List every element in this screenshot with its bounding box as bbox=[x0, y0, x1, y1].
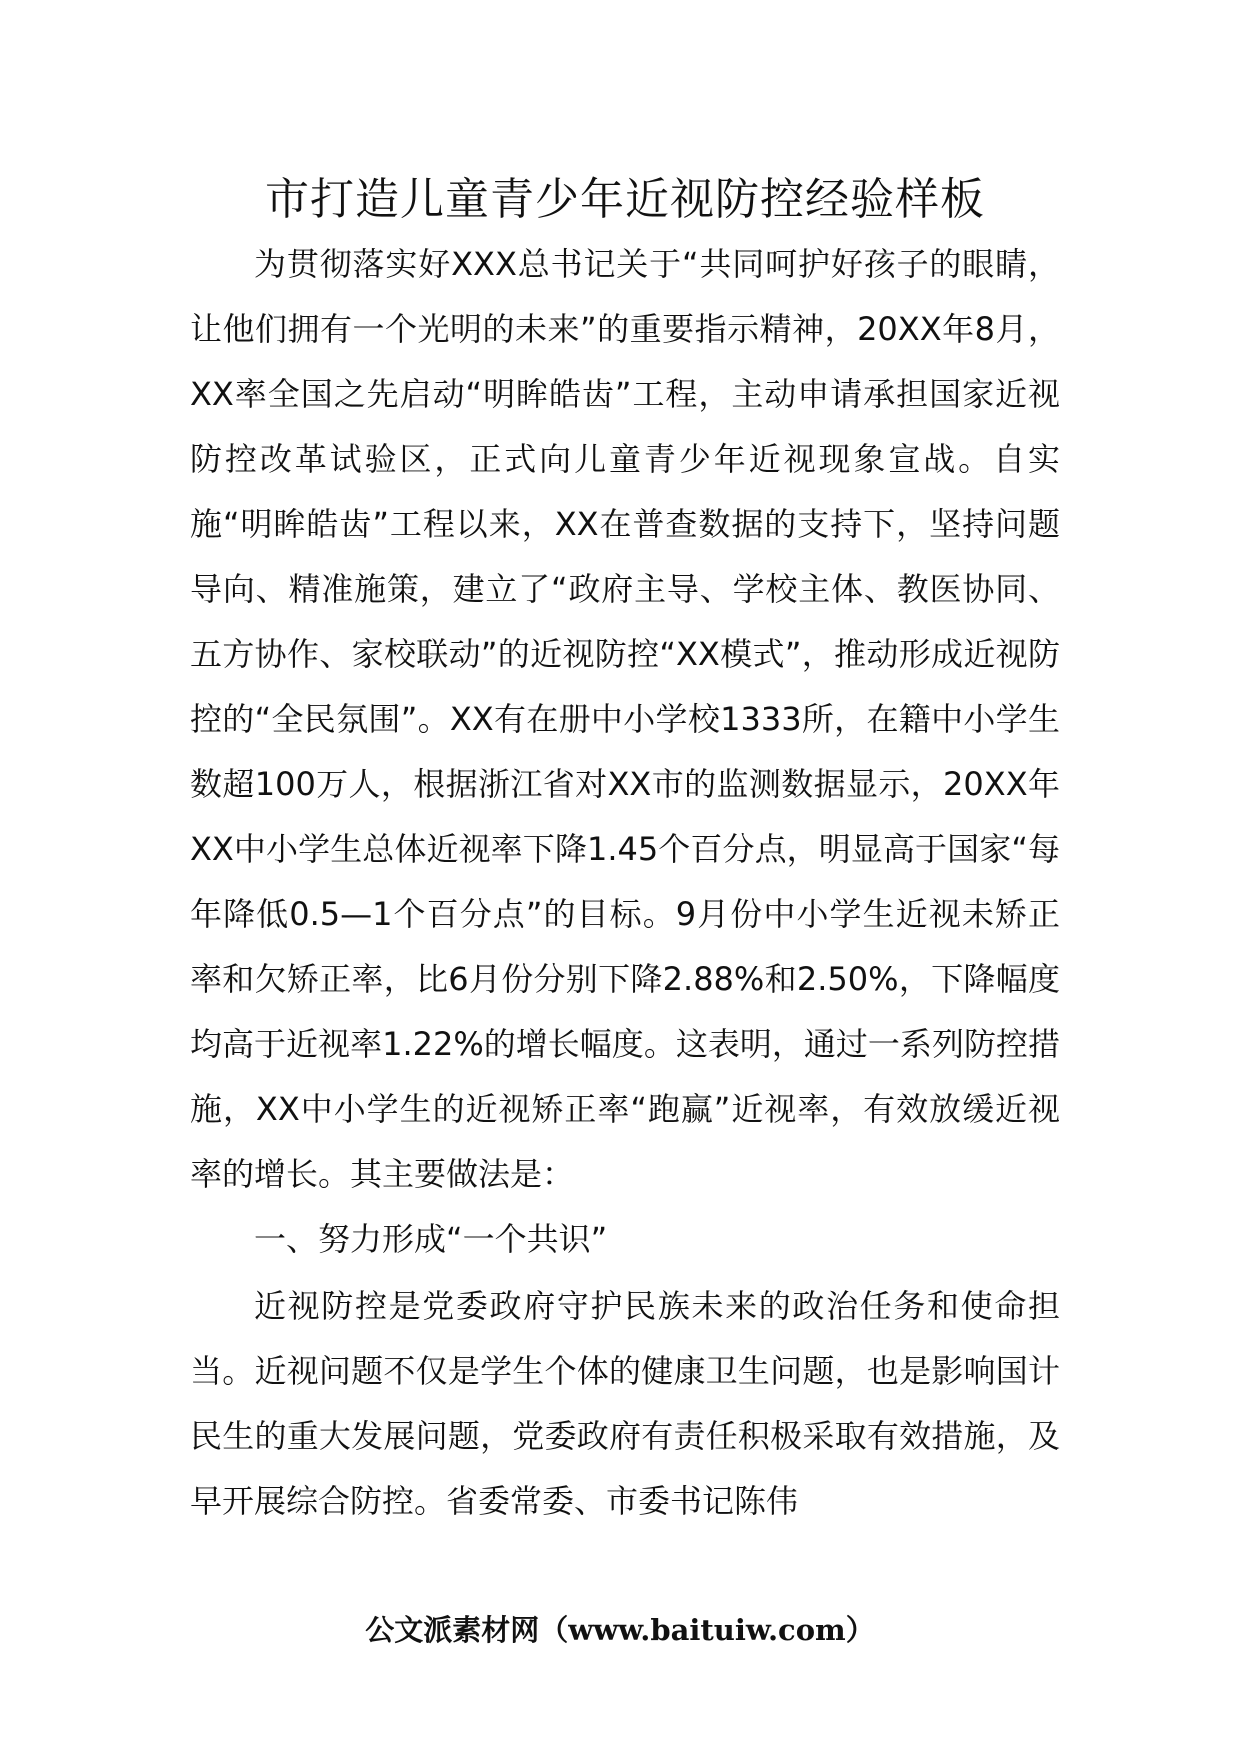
document-page bbox=[190, 168, 1060, 1534]
intro-paragraph: 为贯彻落实好XXX总书记关于“共同呵护好孩子的眼睛，让他们拥有一个光明的未来”的重要指示精神，20XX年8月，XX率全国之先启动“明眸皓齿”工程，主动申请承担国家近视防控改革试验区，正式向儿童青少年近视现象宣战。自实施“明眸皓齿”工程以来，XX在普查数据的支持下，坚持问题导向、精准施策，建立了“政府主导、学校主体、教医协同、五方协作、家校联动”的近视防控“XX模式”，推动形成近视防控的“全民氛围”。XX有在册中小学校1333所，在籍中小学生数超100万人，根据浙江省对XX市的监测数据显示，20XX年XX中小学生总体近视率下降1.45个百分点，明显高于国家“每年降低0.5—1个百分点”的目标。9月份中小学生近视未矫正率和欠矫正率，比6月份分别下降2.88%和2.50%，下降幅度均高于近视率1.22%的增长幅度。这表明，通过一系列防控措施，XX中小学生的近视矫正率“跑赢”近视率，有效放缓近视率的增长。其主要做法是： bbox=[190, 245, 1060, 1193]
section-heading: 一、努力形成“一个共识” bbox=[254, 1220, 608, 1258]
footer-watermark: 公文派素材网（www.baituiw.com） bbox=[365, 1613, 875, 1647]
section-paragraph: 近视防控是党委政府守护民族未来的政治任务和使命担当。近视问题不仅是学生个体的健康卫生问题，也是影响国计民生的重大发展问题，党委政府有责任积极采取有效措施，及早开展综合防控。省委常委、市委书记陈伟 bbox=[190, 1287, 1060, 1520]
document-title: 市打造儿童青少年近视防控经验样板 bbox=[265, 174, 985, 225]
